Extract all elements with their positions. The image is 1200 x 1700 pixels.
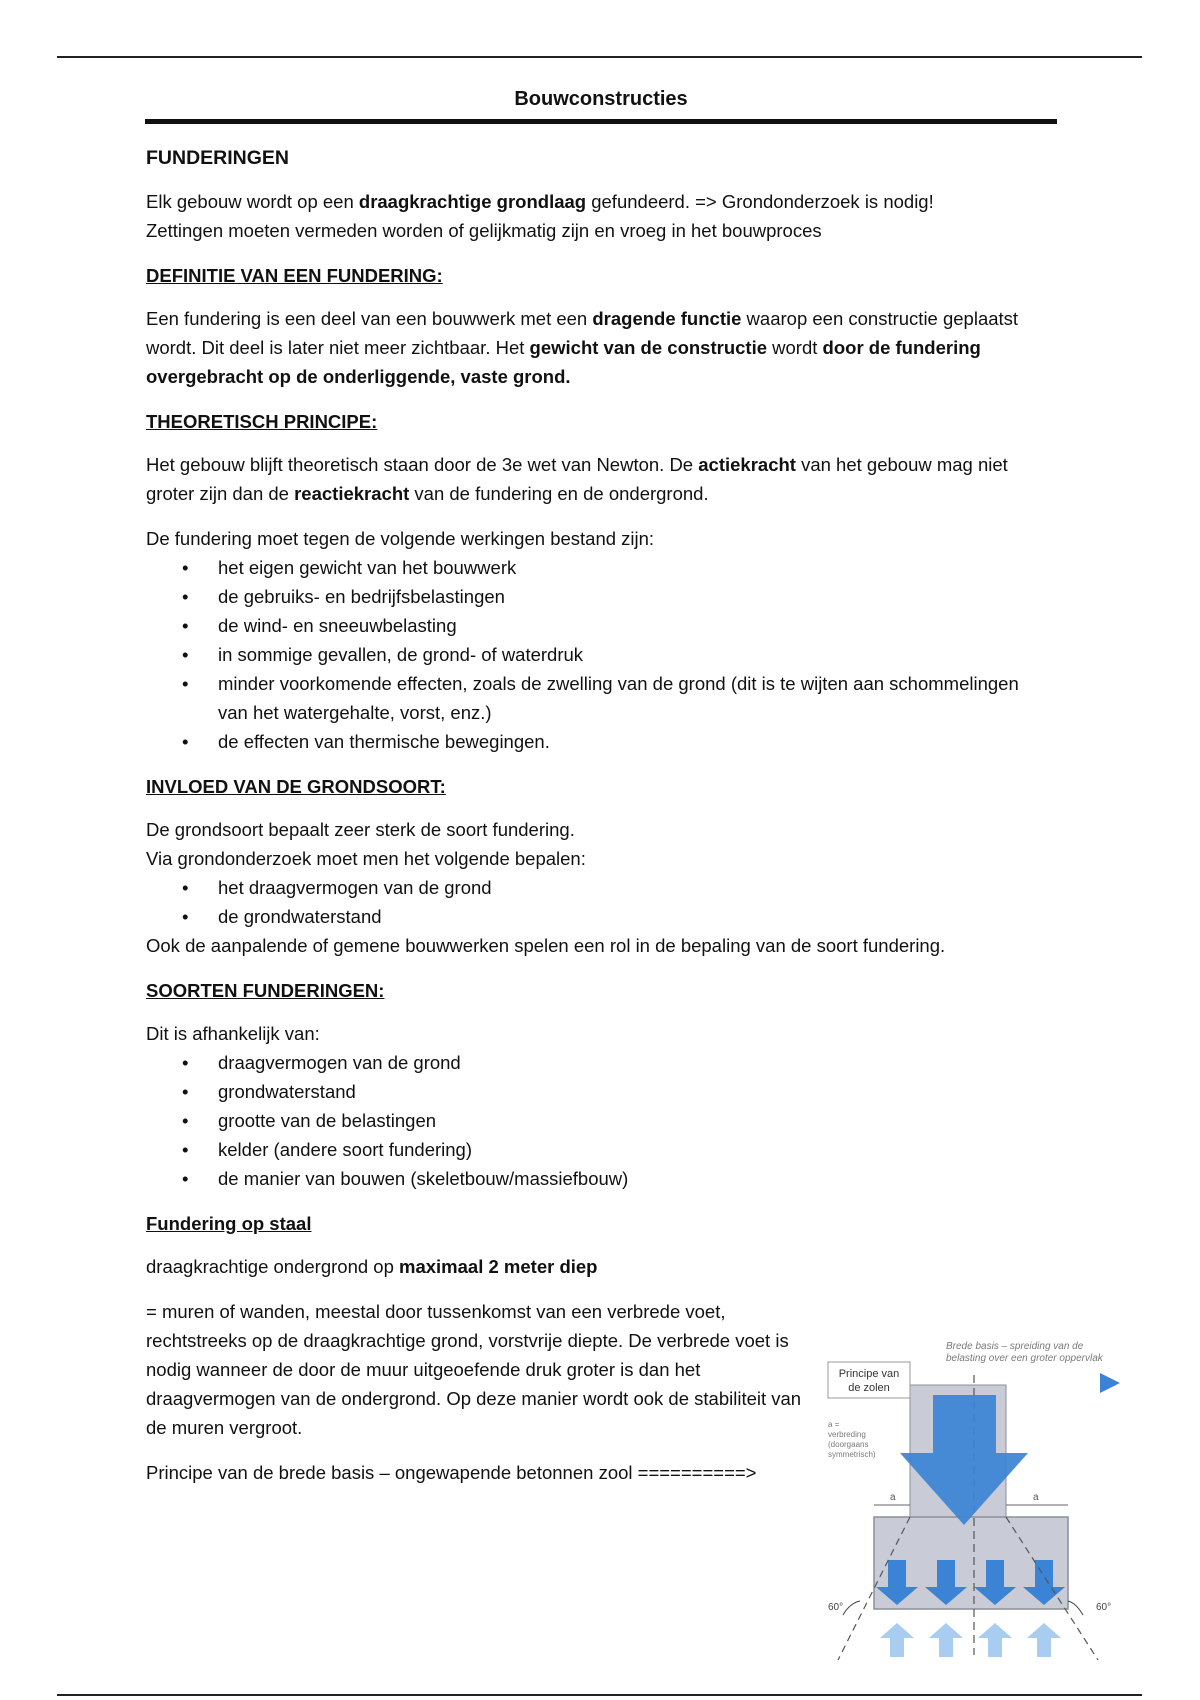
invloed-line-3: Ook de aanpalende of gemene bouwwerken spelen een rol in de bepaling van de soort fundering. (146, 935, 946, 956)
page-bottom-rule (57, 1694, 1142, 1696)
definitie-paragraph: Een fundering is een deel van een bouwwerk met een dragende functie waarop een constructie geplaatst wordt. Dit deel is later niet meer zichtbaar. Het gewicht van de constructie wordt door de fundering overgebracht op de onderliggende, vaste grond. (146, 308, 1019, 387)
side-note-4: symmetrisch) (828, 1450, 876, 1459)
list-item: • de manier van bouwen (skeletbouw/massiefbouw) (218, 1164, 1051, 1193)
heading-definitie: DEFINITIE VAN EEN FUNDERING: (146, 265, 443, 286)
list-item: • draagvermogen van de grond (218, 1048, 1051, 1077)
dim-a-left: a (890, 1492, 896, 1503)
title-underline-rule (145, 119, 1057, 124)
reaction-arrow (1027, 1623, 1061, 1657)
theoretisch-paragraph: Het gebouw blijft theoretisch staan door de 3e wet van Newton. De actiekracht van het gebouw mag niet groter zijn dan de reactiekracht van de fundering en de ondergrond. (146, 454, 1008, 504)
document-body (146, 140, 1051, 1487)
side-note-3: (doorgaans (828, 1440, 869, 1449)
reaction-arrow (929, 1623, 963, 1657)
page-top-rule (57, 56, 1142, 58)
heading-soorten: SOORTEN FUNDERINGEN: (146, 980, 385, 1001)
heading-theoretisch: THEORETISCH PRINCIPE: (146, 411, 378, 432)
next-triangle-icon (1100, 1373, 1120, 1393)
soorten-list (146, 1048, 1051, 1193)
list-item: • de effecten van thermische bewegingen. (218, 727, 1051, 756)
angle-left: 60° (828, 1602, 844, 1613)
list-item: • grootte van de belastingen (218, 1106, 1051, 1135)
section-title: FUNDERINGEN (146, 147, 290, 169)
list-item: • in sommige gevallen, de grond- of waterdruk (218, 640, 1051, 669)
staal-principe-line: Principe van de brede basis – ongewapende betonnen zool ==========> (146, 1462, 757, 1483)
intro-line-2: Zettingen moeten vermeden worden of gelijkmatig zijn en vroeg in het bouwproces (146, 220, 822, 241)
werkingen-list (146, 553, 1051, 756)
list-item: • het eigen gewicht van het bouwwerk (218, 553, 1051, 582)
invloed-line-1: De grondsoort bepaalt zeer sterk de soort fundering. (146, 819, 575, 840)
reaction-arrow (978, 1623, 1012, 1657)
heading-staal: Fundering op staal (146, 1213, 312, 1234)
list-item: • het draagvermogen van de grond (218, 873, 1051, 902)
dim-a-right: a (1033, 1492, 1039, 1503)
side-note-1: a = (828, 1420, 840, 1429)
soorten-intro: Dit is afhankelijk van: (146, 1023, 320, 1044)
document-title: Bouwconstructies (514, 88, 688, 110)
diagram-caption-1: Brede basis – spreiding van de (946, 1341, 1084, 1352)
reaction-arrow (880, 1623, 914, 1657)
angle-right: 60° (1096, 1602, 1112, 1613)
zolen-diagram (678, 1335, 1138, 1660)
list-item: • minder voorkomende effecten, zoals de zwelling van de grond (dit is te wijten aan schommelingen van het watergehalte, vorst, enz.) (218, 669, 1051, 727)
principe-label-2: de zolen (848, 1382, 890, 1394)
list-item: • kelder (andere soort fundering) (218, 1135, 1051, 1164)
list-item: • de wind- en sneeuwbelasting (218, 611, 1051, 640)
staal-line-1: draagkrachtige ondergrond op maximaal 2 meter diep (146, 1256, 598, 1277)
werkingen-intro: De fundering moet tegen de volgende werkingen bestand zijn: (146, 528, 655, 549)
list-item: • de gebruiks- en bedrijfsbelastingen (218, 582, 1051, 611)
principe-label-1: Principe van (838, 1368, 900, 1380)
invloed-list (146, 873, 1051, 931)
invloed-line-2: Via grondonderzoek moet men het volgende bepalen: (146, 848, 586, 869)
intro-line-1: Elk gebouw wordt op een draagkrachtige grondlaag gefundeerd. => Grondonderzoek is nodig! (146, 191, 934, 212)
staal-paragraph: = muren of wanden, meestal door tussenkomst van een verbrede voet, rechtstreeks op de draagkrachtige grond, vorstvrije diepte. De verbrede voet is nodig wanneer de door de muur uitgeoefende druk groter is dan het draagvermogen van de ondergrond. Op deze manier wordt ook de stabiliteit van de muren vergroot. (146, 1301, 802, 1438)
diagram-caption-2: belasting over een groter oppervlak (946, 1353, 1103, 1364)
list-item: • grondwaterstand (218, 1077, 1051, 1106)
heading-invloed: INVLOED VAN DE GRONDSOORT: (146, 776, 446, 797)
side-note-2: verbreding (828, 1430, 866, 1439)
list-item: • de grondwaterstand (218, 902, 1051, 931)
